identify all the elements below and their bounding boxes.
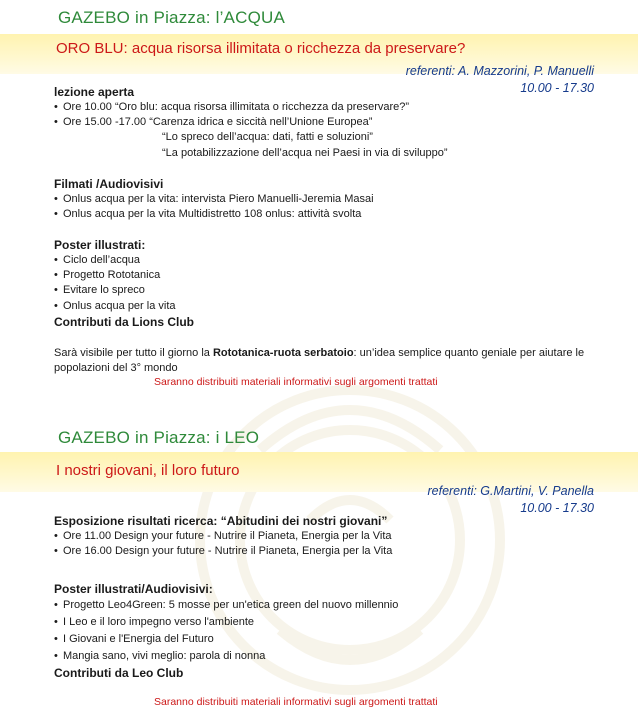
list-item-continuation: “Lo spreco dell’acqua: dati, fatti e soluzioni”	[162, 131, 373, 144]
section-title-acqua: GAZEBO in Piazza: l’ACQUA	[58, 8, 286, 27]
time-range: 10.00 - 17.30	[520, 81, 594, 95]
subtitle-oro-blu: ORO BLU: acqua risorsa illimitata o ricchezza da preservare?	[56, 40, 466, 57]
list-item: • I Giovani e l'Energia del Futuro	[54, 633, 214, 645]
posters-heading: Poster illustrati/Audiovisivi:	[54, 582, 213, 596]
distributed-note: Saranno distribuiti materiali informativi sugli argomenti trattati	[154, 376, 438, 388]
expo-heading: Esposizione risultati ricerca: “Abitudini dei nostri giovani”	[54, 514, 388, 528]
distributed-note: Saranno distribuiti materiali informativi sugli argomenti trattati	[154, 696, 438, 708]
rototanica-name: Rototanica-ruota serbatoio	[212, 347, 354, 359]
section-title-leo: GAZEBO in Piazza: i LEO	[58, 428, 260, 447]
expo-block	[54, 513, 392, 559]
posters-heading: Poster illustrati:	[54, 238, 146, 252]
list-item: • Onlus acqua per la vita: intervista Piero Manuelli-Jeremia Masai	[54, 193, 374, 205]
posters-block	[54, 237, 194, 330]
list-item: • Ore 15.00 -17.00 “Carenza idrica e siccità nell’Unione Europea”	[54, 116, 373, 129]
contributors: Contributi da Leo Club	[54, 666, 184, 680]
list-item: • Onlus acqua per la vita	[54, 299, 176, 312]
list-item: • Ore 11.00 Design your future - Nutrire il Pianeta, Energia per la Vita	[54, 530, 392, 542]
rototanica-note: Sarà visibile per tutto il giorno la Rototanica-ruota serbatoio: un’idea semplice quanto geniale per aiutare le popolazioni del 3° mondo	[54, 347, 585, 374]
posters-block	[54, 581, 398, 681]
list-item: • Progetto Leo4Green: 5 mosse per un'etica green del nuovo millennio	[54, 599, 399, 611]
list-item: • I Leo e il loro impegno verso l'ambiente	[54, 616, 255, 628]
subtitle-giovani: I nostri giovani, il loro futuro	[56, 462, 240, 479]
referents: referenti: G.Martini, V. Panella	[427, 484, 594, 498]
list-item: • Evitare lo spreco	[54, 284, 145, 297]
films-heading: Filmati /Audiovisivi	[54, 177, 164, 191]
list-item: • Ore 10.00 “Oro blu: acqua risorsa illimitata o ricchezza da preservare?”	[54, 101, 410, 113]
lesson-block	[54, 84, 448, 161]
list-item-continuation: “La potabilizzazione dell’acqua nei Paesi in via di sviluppo”	[162, 146, 448, 159]
referents: referenti: A. Mazzorini, P. Manuelli	[405, 64, 594, 78]
list-item: • Ore 16.00 Design your future - Nutrire il Pianeta, Energia per la Vita	[54, 545, 393, 558]
time-range: 10.00 - 17.30	[520, 501, 594, 515]
lesson-heading: lezione aperta	[54, 85, 135, 99]
list-item: • Onlus acqua per la vita Multidistretto 108 onlus: attività svolta	[54, 208, 362, 221]
list-item: • Mangia sano, vivi meglio: parola di nonna	[54, 650, 266, 662]
films-block	[54, 176, 374, 222]
list-item: • Progetto Rototanica	[54, 269, 161, 282]
contributors: Contributi da Lions Club	[54, 314, 194, 329]
list-item: • Ciclo dell’acqua	[54, 254, 141, 266]
